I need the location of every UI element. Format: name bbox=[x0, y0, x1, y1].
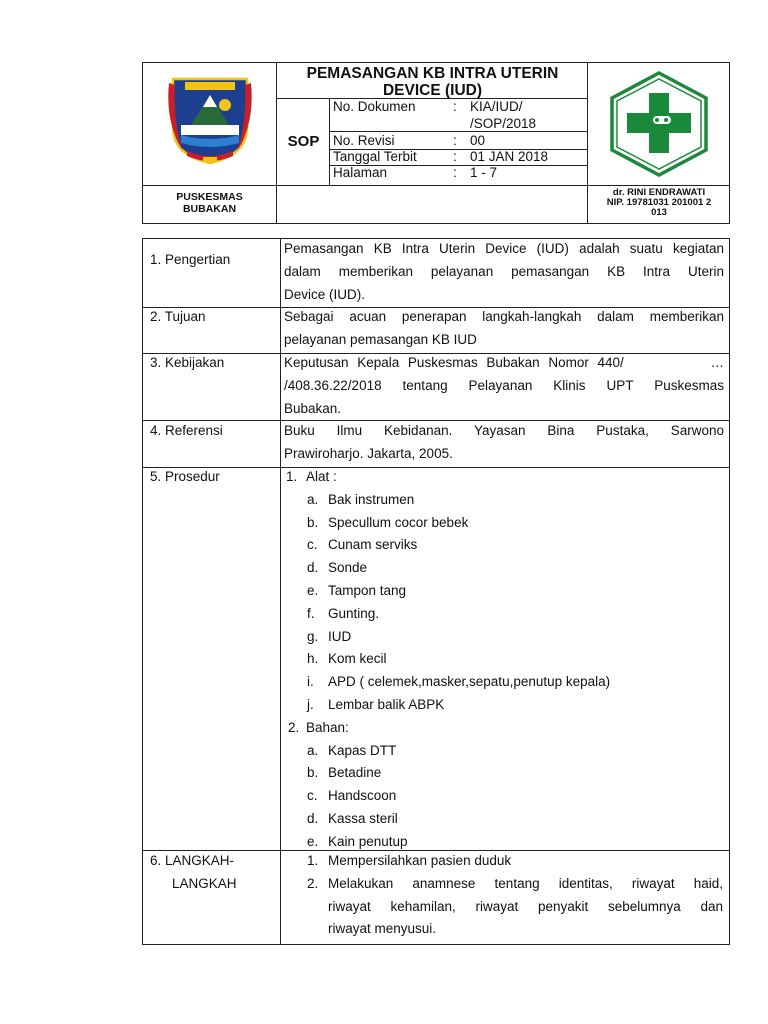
meta-separator: : bbox=[453, 133, 457, 148]
organization-name bbox=[143, 191, 276, 215]
section-text-referensi bbox=[284, 419, 724, 465]
text-line: Prawiroharjo. Jakarta, 2005. bbox=[284, 446, 453, 461]
signer-nip: NIP. 19781031 201001 2 bbox=[606, 197, 712, 208]
list-number: h. bbox=[307, 651, 319, 667]
list-text: APD ( celemek,masker,sepatu,penutup kepala) bbox=[328, 674, 611, 690]
section-text-pengertian bbox=[284, 237, 724, 306]
text-line: /408.36.22/2018 tentang Pelayanan Klinis UPT Puskesmas bbox=[284, 378, 724, 393]
list-number: b. bbox=[307, 514, 319, 530]
list-number: f. bbox=[307, 605, 315, 621]
text-line: pelayanan pemasangan KB IUD bbox=[284, 332, 477, 347]
list-text: Kapas DTT bbox=[328, 742, 397, 758]
text-line: Keputusan Kepala Puskesmas Bubakan Nomor 440/ … bbox=[284, 355, 724, 370]
section-label-prosedur: 5. Prosedur bbox=[150, 469, 220, 484]
list-text: Kassa steril bbox=[328, 811, 398, 826]
step-text: Melakukan anamnese tentang identitas, riwayat haid, bbox=[328, 875, 723, 891]
meta-separator: : bbox=[453, 165, 457, 180]
signer-block bbox=[589, 188, 729, 218]
section-text-tujuan bbox=[284, 305, 724, 351]
list-number: g. bbox=[307, 628, 319, 644]
meta-separator: : bbox=[453, 149, 457, 164]
text-line: Sebagai acuan penerapan langkah-langkah dalam memberikan bbox=[284, 309, 724, 324]
list-number: b. bbox=[307, 765, 319, 781]
crest-icon bbox=[143, 63, 276, 185]
text-line: Pemasangan KB Intra Uterin Device (IUD) adalah suatu kegiatan bbox=[284, 241, 724, 256]
list-number: e. bbox=[307, 833, 319, 849]
meta-value: 00 bbox=[470, 133, 486, 148]
list-number: e. bbox=[307, 583, 319, 598]
step-text: riwayat menyusui. bbox=[328, 921, 437, 937]
meta-value: /SOP/2018 bbox=[470, 116, 537, 131]
section-label-kebijakan: 3. Kebijakan bbox=[150, 355, 225, 370]
meta-value: 1 - 7 bbox=[470, 165, 498, 180]
section-label-referensi: 4. Referensi bbox=[150, 423, 223, 438]
section-text-kebijakan bbox=[284, 351, 724, 420]
puskesmas-cross-icon bbox=[589, 63, 729, 185]
text-line: Buku Ilmu Kebidanan. Yayasan Bina Pustaka, Sarwono bbox=[284, 423, 724, 438]
sop-content-table bbox=[142, 238, 730, 945]
sop-header bbox=[142, 62, 730, 224]
list-text: Bahan: bbox=[306, 719, 349, 735]
org-line: PUSKESMAS bbox=[176, 191, 243, 203]
section-label-tujuan: 2. Tujuan bbox=[150, 309, 206, 324]
org-line: BUBAKAN bbox=[182, 203, 237, 215]
text-line: Bubakan. bbox=[284, 401, 342, 416]
step-text: Mempersilahkan pasien duduk bbox=[328, 853, 512, 868]
divider bbox=[280, 239, 281, 944]
list-number: a. bbox=[307, 742, 319, 758]
list-text: Betadine bbox=[328, 765, 382, 781]
step-number: 2. bbox=[307, 875, 319, 891]
section-label-pengertian: 1. Pengertian bbox=[150, 252, 231, 267]
divider bbox=[329, 98, 330, 185]
meta-label: No. Revisi bbox=[333, 133, 395, 148]
list-number: a. bbox=[307, 491, 319, 507]
list-text: Bak instrumen bbox=[328, 491, 415, 507]
puskesmas-logo bbox=[589, 63, 729, 185]
list-text: Cunam serviks bbox=[328, 537, 418, 553]
meta-value: 01 JAN 2018 bbox=[470, 149, 549, 164]
regency-crest-logo bbox=[143, 63, 276, 185]
meta-label: Tanggal Terbit bbox=[333, 149, 417, 164]
section-label-langkah bbox=[150, 849, 275, 895]
label-line: LANGKAH bbox=[172, 876, 237, 891]
list-number: 2. bbox=[288, 719, 300, 735]
list-number: c. bbox=[307, 788, 318, 804]
list-text: Tampon tang bbox=[328, 583, 407, 598]
list-number: j. bbox=[307, 697, 314, 712]
list-text: IUD bbox=[328, 628, 352, 644]
meta-separator: : bbox=[453, 99, 457, 114]
list-text: Handscoon bbox=[328, 788, 397, 804]
list-number: c. bbox=[307, 537, 318, 553]
step-number: 1. bbox=[307, 853, 319, 868]
list-text: Sonde bbox=[328, 560, 368, 576]
text-line: Device (IUD). bbox=[284, 287, 366, 302]
list-number: d. bbox=[307, 560, 319, 576]
meta-label: Halaman bbox=[333, 165, 388, 180]
signer-name: dr. RINI ENDRAWATI bbox=[612, 187, 706, 198]
sop-label: SOP bbox=[287, 133, 320, 150]
list-text: Lembar balik ABPK bbox=[328, 697, 445, 712]
list-text: Gunting. bbox=[328, 605, 380, 621]
text-line: dalam memberikan pelayanan pemasangan KB Intra Uterin bbox=[284, 264, 724, 279]
meta-value: KIA/IUD/ bbox=[470, 99, 523, 114]
list-text: Alat : bbox=[306, 469, 337, 484]
label-line: 6. LANGKAH- bbox=[150, 853, 235, 868]
meta-label: No. Dokumen bbox=[333, 99, 416, 114]
document-title: PEMASANGAN KB INTRA UTERIN DEVICE (IUD) bbox=[306, 65, 559, 99]
step-text: riwayat kehamilan, riwayat penyakit sebelumnya dan bbox=[328, 898, 723, 914]
list-text: Specullum cocor bebek bbox=[328, 514, 469, 530]
list-number: d. bbox=[307, 811, 319, 826]
list-text: Kom kecil bbox=[328, 651, 387, 667]
list-text: Kain penutup bbox=[328, 833, 408, 849]
list-number: i. bbox=[307, 674, 314, 690]
signer-nip: 013 bbox=[651, 207, 667, 218]
list-number: 1. bbox=[286, 469, 298, 484]
